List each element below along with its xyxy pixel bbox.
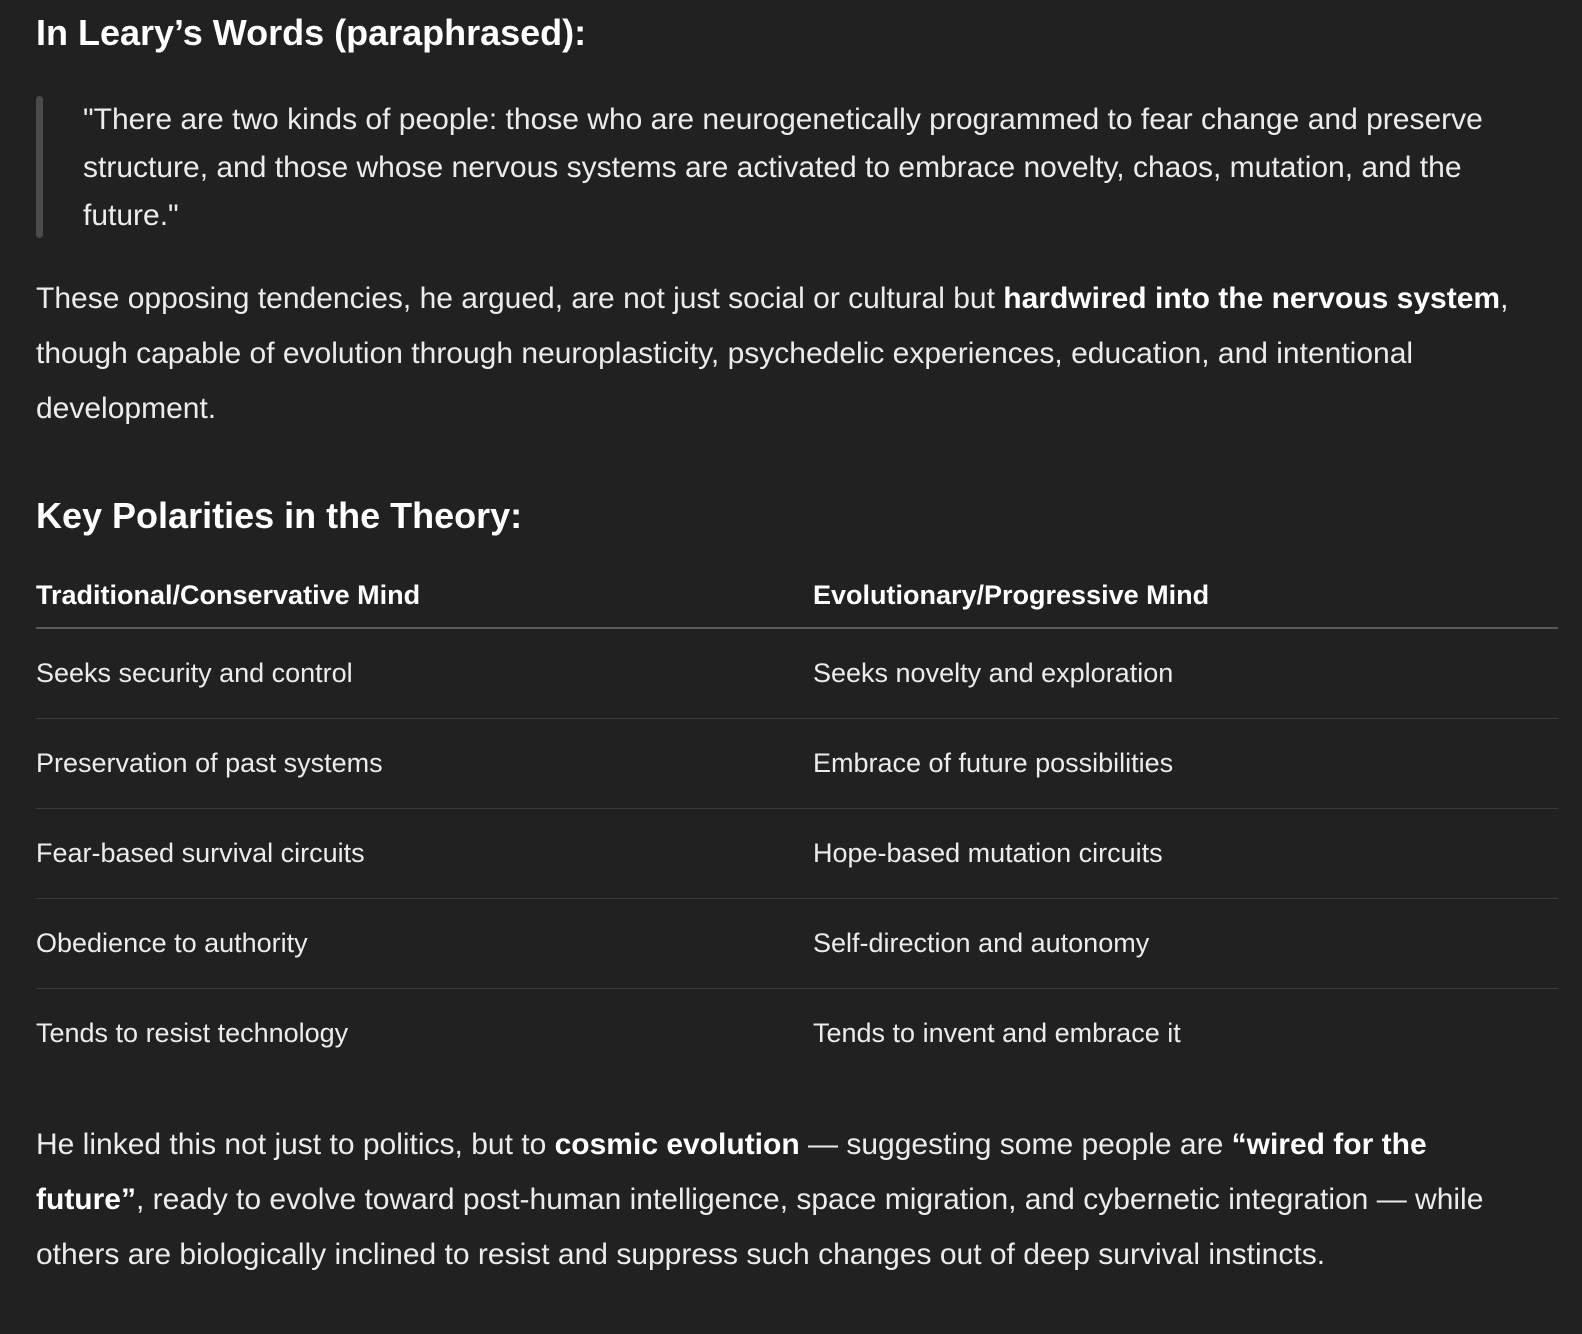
table-header-cell: Traditional/Conservative Mind [36, 580, 421, 610]
table-cell: Self-direction and autonomy [813, 928, 1150, 958]
section-heading-key-polarities: Key Polarities in the Theory: [36, 495, 523, 536]
table-cell: Tends to invent and embrace it [813, 1018, 1181, 1048]
table-row [36, 719, 1558, 809]
table-row [36, 629, 1558, 719]
table-row [36, 809, 1558, 899]
bold-text: cosmic evolution [554, 1128, 800, 1161]
table-cell: Obedience to authority [36, 928, 308, 958]
table-header-row [36, 568, 1558, 629]
table-cell: Tends to resist technology [36, 1018, 349, 1048]
table-cell: Fear-based survival circuits [36, 838, 365, 868]
table-cell: Seeks security and control [36, 658, 353, 688]
bold-text: hardwired into the nervous system [1003, 282, 1501, 315]
polarities-table [36, 568, 1558, 1078]
paragraph-text: He linked this not just to politics, but to [36, 1128, 555, 1161]
blockquote-text: "There are two kinds of people: those who are neurogenetically programmed to fear change and preserve structure, and those whose nervous systems are activated to embrace novelty, chaos, mutation, and the future." [83, 103, 1483, 232]
bold-text: “wired for the future” [36, 1128, 1427, 1216]
blockquote-bar [36, 96, 43, 238]
table-header-cell: Evolutionary/Progressive Mind [813, 580, 1210, 610]
paragraph-text: , though capable of evolution through neuroplasticity, psychedelic experiences, education, and intentional development. [36, 282, 1509, 425]
table-cell: Embrace of future possibilities [813, 748, 1174, 778]
table-row [36, 899, 1558, 989]
paragraph-text: — suggesting some people are [799, 1128, 1232, 1161]
paragraph-hardwired [36, 271, 1536, 436]
section-heading-learys-words: In Leary’s Words (paraphrased): [36, 12, 587, 53]
table-row [36, 989, 1558, 1078]
paragraph-text: , ready to evolve toward post-human intelligence, space migration, and cybernetic integration — while others are biologically inclined to resist and suppress such changes out of deep survival instincts. [36, 1183, 1484, 1271]
table-cell: Hope-based mutation circuits [813, 838, 1163, 868]
paragraph-text: These opposing tendencies, he argued, are not just social or cultural but [36, 282, 1004, 315]
blockquote [36, 96, 1536, 238]
paragraph-cosmic-evolution [36, 1117, 1536, 1282]
table-cell: Preservation of past systems [36, 748, 383, 778]
table-cell: Seeks novelty and exploration [813, 658, 1174, 688]
